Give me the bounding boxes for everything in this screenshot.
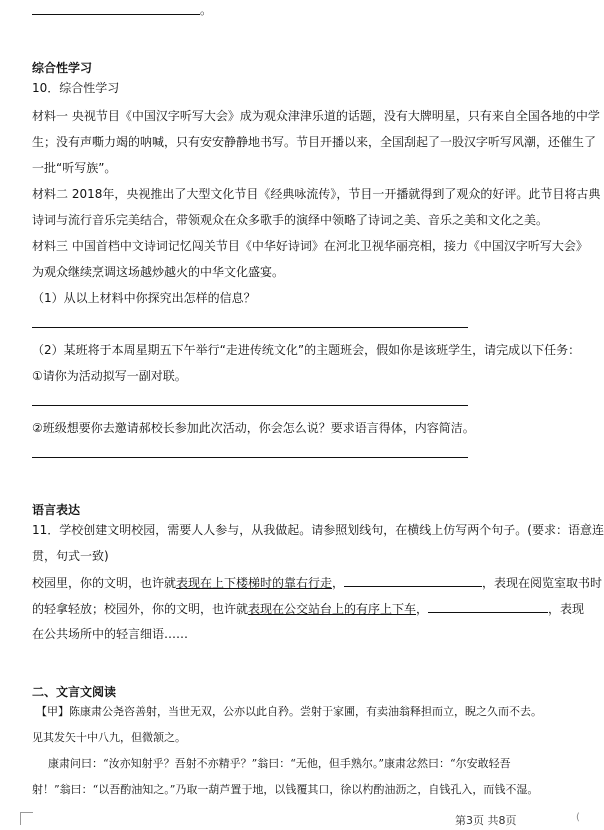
material-2-line-1: 材料二 2018年，央视推出了大型文化节目《经典咏流传》，节目一开播就得到了观众的好评。此节目将古典 [32, 187, 601, 201]
section-heading-language: 语言表达 [32, 503, 81, 517]
answer-line [32, 327, 468, 328]
question-11-line-1: 11．学校创建文明校园，需要人人参与，从我做起。请参照划线句，在横线上仿写两个句子。(要求：语意连 [32, 523, 604, 537]
fill-blank-1[interactable] [344, 574, 482, 587]
answer-line [32, 457, 468, 458]
section-heading-classical: 二、文言文阅读 [32, 685, 117, 699]
imitation-text: ， [332, 576, 345, 590]
model-sentence-2: 表现在公交站台上的有序上下车 [248, 602, 417, 616]
model-sentence-1: 表现在上下楼梯时的靠右行走 [176, 576, 333, 590]
page-edge-mark: ( [576, 812, 580, 823]
classical-text-line-3: 康肃问曰：“汝亦知射乎？吾射不亦精乎？”翁曰：“无他，但手熟尔。”康肃忿然曰：“尔安敢轻吾 [48, 757, 511, 770]
classical-text-line-1: 【甲】陈康肃公尧咨善射，当世无双，公亦以此自矜。尝射于家圃，有卖油翁释担而立，睨之久而不去。 [36, 705, 542, 718]
imitation-text: ，表现在阅览室取书时 [482, 576, 603, 590]
material-1-line-2: 生；没有声嘶力竭的呐喊，只有安安静静地书写。节目开播以来，全国刮起了一股汉字听写风潮，还催生了 [32, 135, 597, 149]
page-corner-mark [20, 812, 33, 825]
material-1-line-1: 材料一 央视节目《中国汉字听写大会》成为观众津津乐道的话题，没有大牌明星，只有来自全国各地的中学 [32, 109, 600, 123]
imitation-text: 的轻拿轻放；校园外，你的文明，也许就 [32, 602, 249, 616]
imitation-text: ，表现 [548, 602, 585, 616]
imitation-line-2 [32, 600, 584, 617]
imitation-line-3: 在公共场所中的轻言细语…… [32, 627, 189, 641]
classical-text-line-2: 见其发矢十中八九，但微颔之。 [32, 731, 186, 744]
material-3-line-2: 为观众继续烹调这场越炒越火的中华文化盛宴。 [32, 265, 285, 279]
section-heading-comprehensive: 综合性学习 [32, 61, 93, 75]
answer-line [32, 405, 468, 406]
imitation-text: 校园里，你的文明，也许就 [32, 576, 177, 590]
period-mark: 。 [200, 3, 213, 17]
question-10-2-task-2: ②班级想要你去邀请郝校长参加此次活动，你会怎么说？要求语言得体，内容简洁。 [32, 421, 475, 435]
question-10-2: （2）某班将于本周星期五下午举行“走进传统文化”的主题班会，假如你是该班学生，请完成以下任务： [32, 343, 581, 357]
answer-line [32, 14, 200, 15]
page-number: 第3页 共8页 [455, 814, 517, 827]
imitation-line-1 [32, 574, 602, 591]
material-1-line-3: 一批“听写族”。 [32, 161, 117, 175]
fill-blank-2[interactable] [428, 600, 548, 613]
classical-text-line-4: 射！”翁曰：“以吾酌油知之。”乃取一葫芦置于地，以钱覆其口，徐以杓酌油沥之，自钱孔入，而钱不湿。 [32, 783, 539, 796]
material-3-line-1: 材料三 中国首档中文诗词记忆闯关节目《中华好诗词》在河北卫视华丽亮相，接力《中国汉字听写大会》 [32, 239, 588, 253]
question-10-1: （1）从以上材料中你探究出怎样的信息？ [32, 291, 256, 305]
question-11-line-2: 贯，句式一致) [32, 549, 109, 563]
question-10-title: 10．综合性学习 [32, 81, 120, 95]
question-10-2-task-1: ①请你为活动拟写一副对联。 [32, 369, 187, 383]
material-2-line-2: 诗词与流行音乐完美结合，带领观众在众多歌手的演绎中领略了诗词之美、音乐之美和文化之美。 [32, 213, 549, 227]
imitation-text: ， [416, 602, 429, 616]
